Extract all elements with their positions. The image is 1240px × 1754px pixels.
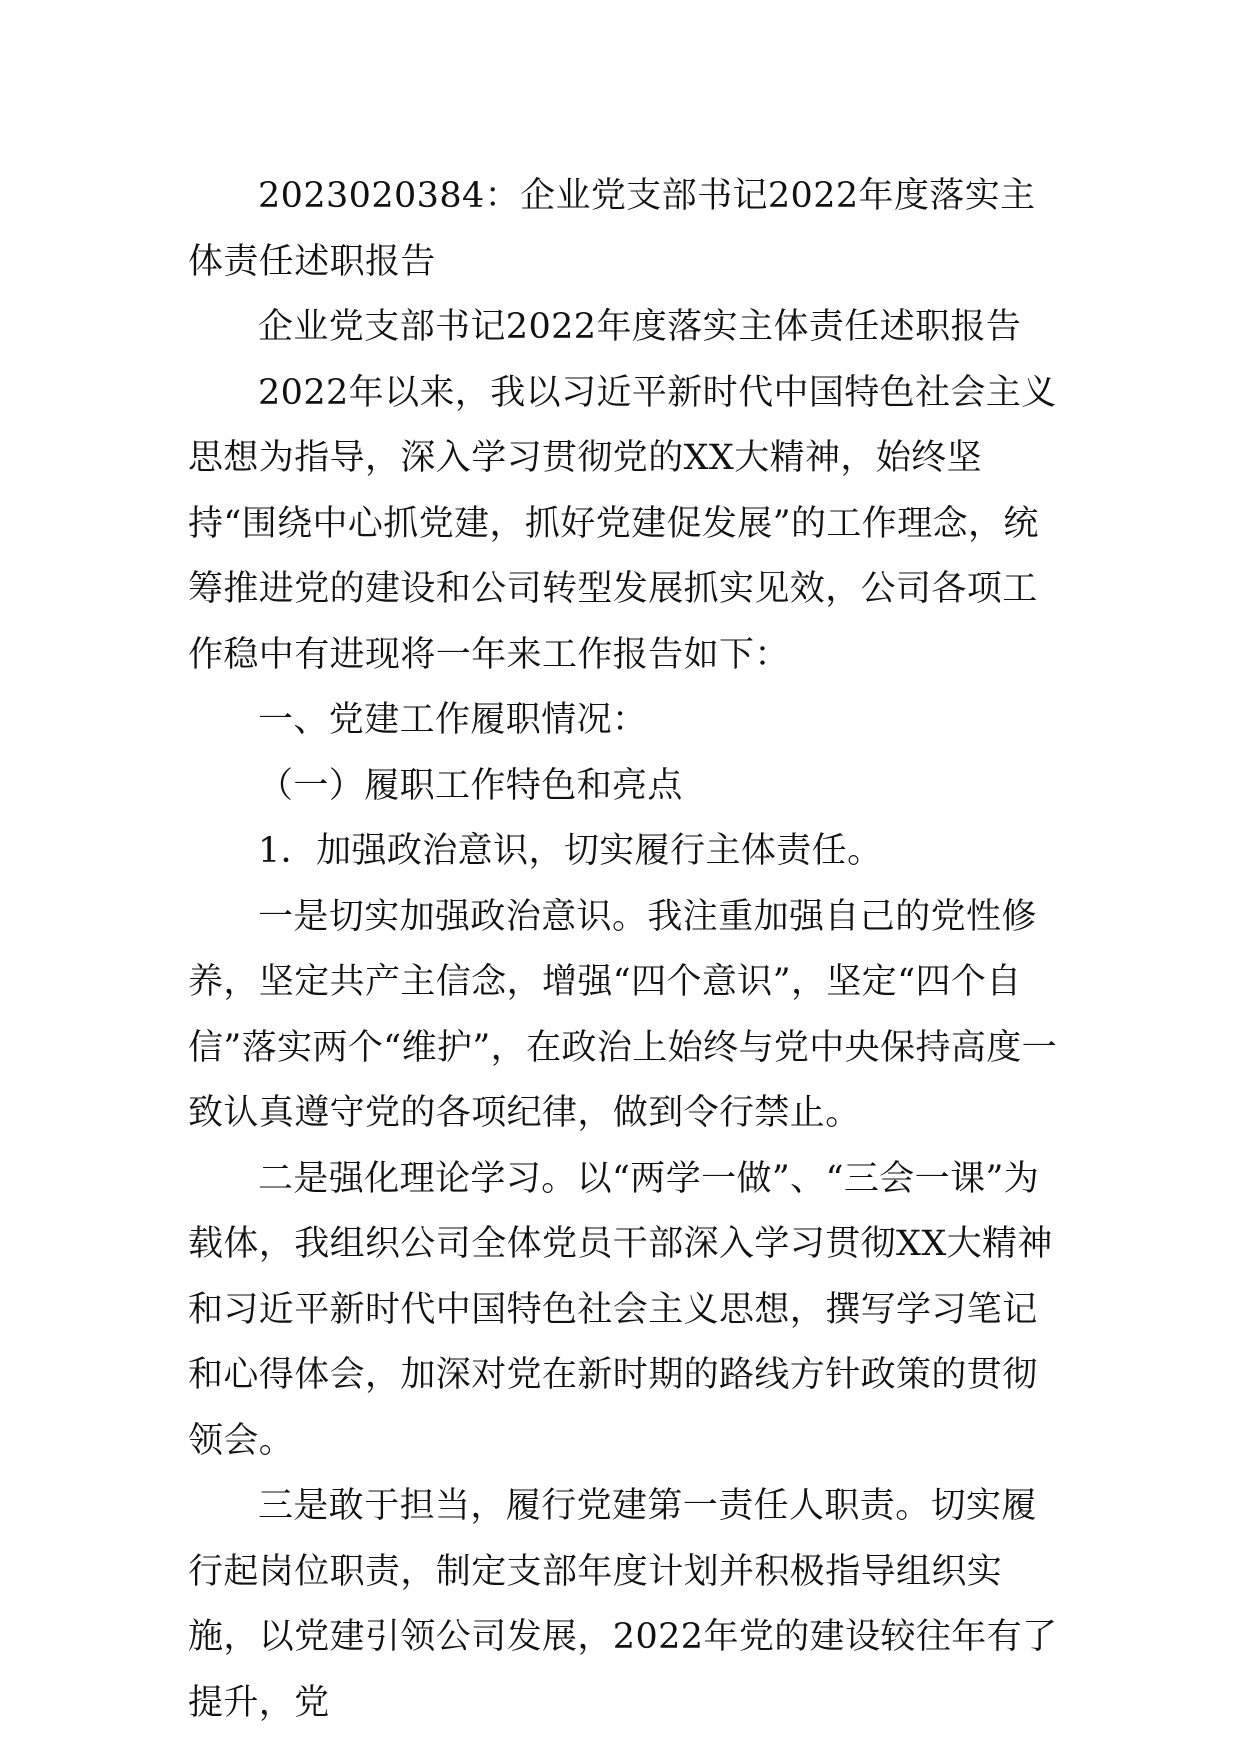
document-title: 2023020384：企业党支部书记2022年度落实主体责任述职报告	[188, 176, 1036, 282]
document-body	[188, 164, 1068, 1736]
point-heading-1: 1．加强政治意识，切实履行主体责任。	[258, 831, 883, 871]
section-heading-1: 一、党建工作履职情况：	[258, 700, 648, 740]
body-paragraph-1: 一是切实加强政治意识。我注重加强自己的党性修养，坚定共产主信念，增强“四个意识”，坚定“四个自信”落实两个“维护”，在政治上始终与党中央保持高度一致认真遵守党的各项纪律，做到令行禁止。	[188, 896, 1058, 1133]
subsection-heading-1: （一）履职工作特色和亮点	[258, 765, 683, 806]
body-paragraph-3: 三是敢于担当，履行党建第一责任人职责。切实履行起岗位职责，制定支部年度计划并积极指导组织实施，以党建引领公司发展，2022年党的建设较往年有了提升，党	[188, 1486, 1058, 1723]
intro-paragraph: 2022年以来，我以习近平新时代中国特色社会主义思想为指导，深入学习贯彻党的XX大精神，始终坚持“围绕中心抓党建，抓好党建促发展”的工作理念，统筹推进党的建设和公司转型发展抓实见效，公司各项工作稳中有进现将一年来工作报告如下：	[188, 372, 1057, 675]
report-heading: 企业党支部书记2022年度落实主体责任述职报告	[258, 307, 1022, 347]
body-paragraph-2: 二是强化理论学习。以“两学一做”、“三会一课”为载体，我组织公司全体党员干部深入学习贯彻XX大精神和习近平新时代中国特色社会主义思想，撰写学习笔记和心得体会，加深对党在新时期的路线方针政策的贯彻领会。	[188, 1158, 1053, 1461]
